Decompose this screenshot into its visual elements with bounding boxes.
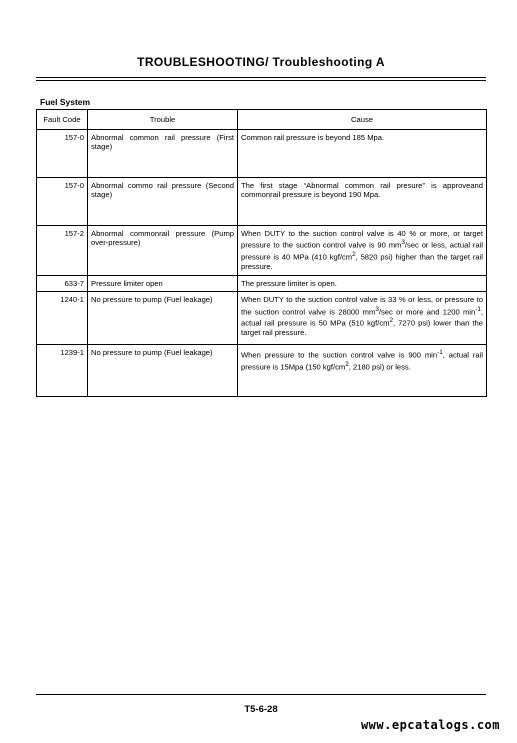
table-header-row xyxy=(37,110,487,130)
fault-code-cell: 1240-1 xyxy=(37,292,88,345)
cause-cell: When pressure to the suction control valve is 900 $\min^{-1}$, actual rail pressure is 15Mpa (150 kgf/$cm^2$, 2180 psi) or less. xyxy=(238,345,487,397)
trouble-cell: No pressure to pump (Fuel leakage) xyxy=(88,292,238,345)
fault-code-cell: 633-7 xyxy=(37,275,88,291)
column-header-cause: Cause xyxy=(238,110,487,130)
table-row xyxy=(37,130,487,178)
fault-code-cell: 157-0 xyxy=(37,130,88,178)
watermark-url: www.epcatalogs.com xyxy=(360,718,500,732)
cause-cell: When DUTY to the suction control valve is 40 % or more, or target pressure to the suction control valve is 90 $mm^3/\sec$ or less, actual rail pressure is 40 MPa (410 kgf/$cm^2$, 5820 psi) higher than the target rail pressure. xyxy=(238,226,487,276)
trouble-cell: Abnormal common rail pressure (First stage) xyxy=(88,130,238,178)
trouble-cell: No pressure to pump (Fuel leakage) xyxy=(88,345,238,397)
fault-code-cell: 157-0 xyxy=(37,178,88,226)
table-row xyxy=(37,292,487,345)
table-row xyxy=(37,178,487,226)
page-header-title: TROUBLESHOOTING/ Troubleshooting A xyxy=(137,55,385,69)
cause-cell: Common rail pressure is beyond 185 Mpa. xyxy=(238,130,487,178)
fault-code-cell: 157-2 xyxy=(37,226,88,276)
fault-table xyxy=(36,109,487,397)
trouble-cell: Pressure limiter open xyxy=(88,275,238,291)
column-header-fault-code: Fault Code xyxy=(37,110,88,130)
page-number: T5-6-28 xyxy=(244,704,278,715)
section-title: Fuel System xyxy=(40,97,91,107)
fault-code-cell: 1239-1 xyxy=(37,345,88,397)
column-header-trouble: Trouble xyxy=(88,110,238,130)
trouble-cell: Abnormal commo rail pressure (Second stage) xyxy=(88,178,238,226)
trouble-cell: Abnormal commonrail pressure (Pump over-pressure) xyxy=(88,226,238,276)
cause-cell: The pressure limiter is open. xyxy=(238,275,487,291)
table-row xyxy=(37,226,487,276)
header-divider-top xyxy=(36,77,486,78)
table-row xyxy=(37,345,487,397)
header-divider-bottom xyxy=(36,80,486,81)
cause-cell: When DUTY to the suction control valve is 33 % or less, or pressure to the suction control valve is 28000 $mm^3/\sec$ or more and 1200 $\min^{-1}$, actual rail pressure is 50 MPa (510 kgf/$cm^2$, 7270 psi) lower than the target rail pressure. xyxy=(238,292,487,345)
footer-divider xyxy=(36,694,486,695)
cause-cell: The first stage “Abnormal common rail presure” is approveand commonrail pressure is beyond 190 Mpa. xyxy=(238,178,487,226)
table-row xyxy=(37,275,487,291)
